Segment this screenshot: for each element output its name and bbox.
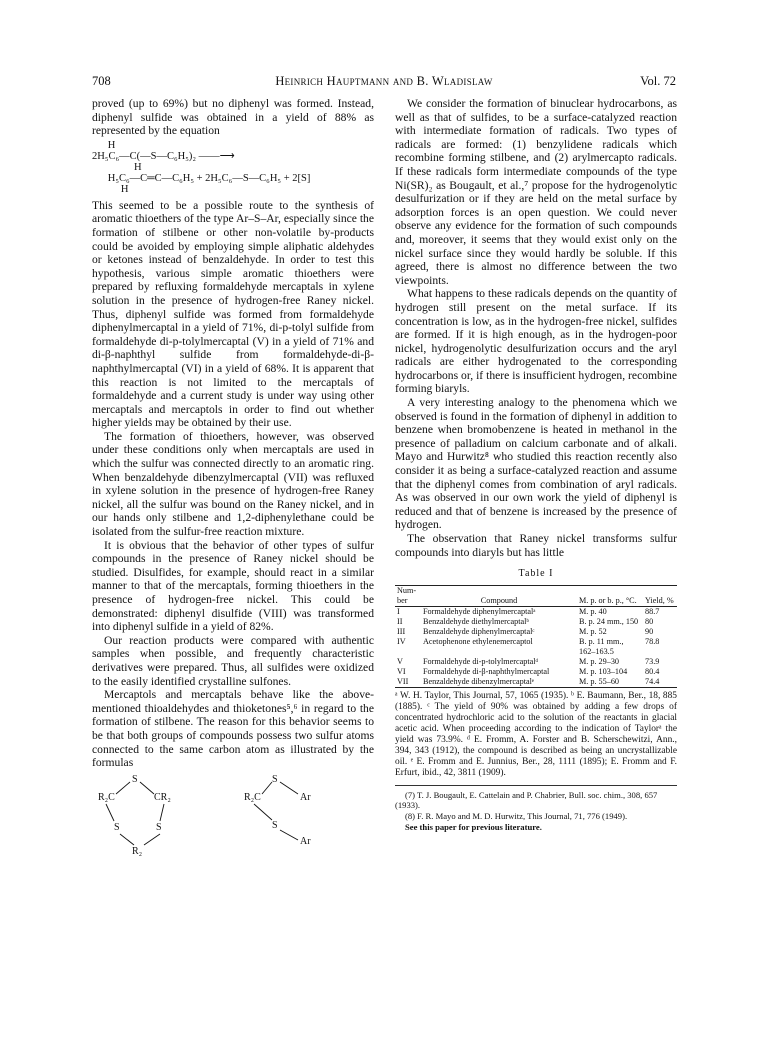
f1-s3: S bbox=[156, 821, 162, 833]
reaction-equation: H 2H₅C₆—C(—S—C₆H₅)₂ ——⟶ H H₅C₆—C═C—C₆H₅ + 2H₅C₆—S—C₆H₅ + 2[S] H bbox=[92, 139, 311, 195]
table-header: Num-ber bbox=[397, 585, 417, 605]
table-cell: VI bbox=[397, 666, 406, 676]
f2-s1: S bbox=[272, 773, 278, 785]
paragraph: We consider the formation of binuclear hydrocarbons, as well as that of sulfides, to be a surface-catalyzed reaction with intermediate formation of radicals. Two types of radicals are formed: (1) benzylidene radicals which recombine forming stilbene, and (2) arylmercapto radicals. If these radicals form intermediate compounds of the type Ni(SR)₂ as Bougault, et al.,⁷ propose for the hydrogenolytic desulfurization or if they are held on the metal surface by adsorption forces is an open question. We could never observe any evidence for the formation of such compounds and, moreover, it seems that they would exist only on the nickel surface since they would hardly be soluble. If this agreed, there is almost no difference between the two viewpoints. bbox=[395, 97, 677, 287]
f2-r2c: R₂C bbox=[244, 791, 261, 803]
table-header: Yield, % bbox=[645, 595, 674, 605]
table-cell: 80 bbox=[645, 616, 654, 626]
table-cell: II bbox=[397, 616, 403, 626]
table-cell: Benzaldehyde diethylmercaptalᵇ bbox=[423, 616, 529, 626]
f1-s2: S bbox=[114, 821, 120, 833]
table-cell: Benzaldehyde diphenylmercaptalᶜ bbox=[423, 626, 535, 636]
table-row bbox=[395, 637, 677, 657]
paragraph: It is obvious that the behavior of other types of sulfur compounds in the presence of Raney nickel should be studied. Disulfides, for example, should react in a similar manner to that of the mercaptals, forming thioethers in the presence of hydrogen-free nickel. This could be demonstrated: diphenyl disulfide (VIII) was transformed into diphenyl sulfide in a yield of 82%. bbox=[92, 538, 374, 634]
f1-r2: R₂ bbox=[132, 845, 143, 857]
table-cell: B. p. 11 mm., 162–163.5 bbox=[579, 636, 624, 656]
reference-7: (7) T. J. Bougault, E. Cattelain and P. Chabrier, Bull. soc. chim., 308, 657 (1933). bbox=[395, 789, 658, 811]
table-cell: Acetophenone ethylenemercaptol bbox=[423, 636, 533, 646]
table-row bbox=[395, 677, 677, 688]
f1-s1: S bbox=[132, 773, 138, 785]
bond-lines bbox=[106, 782, 298, 845]
table-cell: Benzaldehyde dibenzylmercaptalᵉ bbox=[423, 676, 534, 686]
table-cell: VII bbox=[397, 676, 409, 686]
table-cell: 73.9 bbox=[645, 656, 660, 666]
table-cell: B. p. 24 mm., 150 bbox=[579, 616, 639, 626]
table-cell: 80.4 bbox=[645, 666, 660, 676]
table-cell: Formaldehyde di-p-tolylmercaptalᵈ bbox=[423, 656, 539, 666]
reference-note: See this paper for previous literature. bbox=[405, 821, 542, 832]
table-cell: M. p. 103–104 bbox=[579, 666, 628, 676]
data-table bbox=[395, 585, 677, 688]
paragraph: The observation that Raney nickel transforms sulfur compounds into diaryls but has little bbox=[395, 532, 677, 559]
f1-cr2: CR₂ bbox=[154, 791, 171, 803]
left-column bbox=[92, 97, 374, 858]
table-row bbox=[395, 627, 677, 637]
paragraph: Mercaptols and mercaptals behave like the above-mentioned thioaldehydes and thioketones⁵,⁶ in regard to the formation of stilbene. The reason for this behavior seems to be that both groups of compounds possess two sulfur atoms connected to the same carbon atom as illustrated by the formulas bbox=[92, 688, 374, 770]
table-cell: M. p. 40 bbox=[579, 606, 607, 616]
paragraph: The formation of thioethers, however, was observed under these conditions only when mercaptals are used in which the sulfur was connected directly to an aromatic ring. When benzaldehyde dibenzylmercaptal (VII) was refluxed in xylene solution in the presence of hydrogen-free Raney nickel, all the sulfur was bound on the Raney nickel, and in our hands only stilbene and 1,2-diphenylethane could be isolated from the sulfur-free reaction mixture. bbox=[92, 429, 374, 539]
references bbox=[395, 785, 677, 832]
table-title: Table I bbox=[518, 568, 554, 580]
volume-label: Vol. 72 bbox=[640, 74, 676, 88]
formula-diagrams bbox=[92, 770, 374, 858]
table-row bbox=[395, 667, 677, 677]
f2-ar2: Ar bbox=[300, 835, 311, 847]
table-row bbox=[395, 617, 677, 627]
paragraph: proved (up to 69%) but no diphenyl was formed. Instead, diphenyl sulfide was obtained in a yield of 88% as represented by the equation bbox=[92, 97, 374, 138]
table-header: Compound bbox=[480, 595, 518, 605]
f2-ar1: Ar bbox=[300, 791, 311, 803]
table-header: M. p. or b. p., °C. bbox=[579, 595, 637, 605]
table-cell: 88.7 bbox=[645, 606, 660, 616]
paragraph: Our reaction products were compared with authentic samples when possible, and frequently characteristic derivatives were prepared. Thus, all sulfides were oxidized to the easily identified crystalline sulfones. bbox=[92, 633, 374, 688]
table-cell: I bbox=[397, 606, 400, 616]
paragraph: A very interesting analogy to the phenomena which we observed is found in the formation of diphenyl in addition to benzene when bromobenzene is heated in methanol in the presence of palladium on calcium carbonate and of alkali. Mayo and Hurwitz⁸ who studied this reaction recently also consider it as being a surface-catalyzed reaction and assume that the diphenyl comes from combination of aryl radicals. As was observed in our own work the yield of diphenyl is reduced and that of benzene is increased by the presence of hydrogen. bbox=[395, 396, 677, 532]
reference-8: (8) F. R. Mayo and M. D. Hurwitz, This Journal, 71, 776 (1949). bbox=[405, 810, 628, 821]
right-column bbox=[395, 97, 677, 832]
table-cell: 74.4 bbox=[645, 676, 660, 686]
running-title: Heinrich Hauptmann and B. Wladislaw bbox=[275, 74, 493, 88]
f1-r2c: R₂C bbox=[98, 791, 115, 803]
page-header bbox=[92, 74, 676, 90]
table-cell: III bbox=[397, 626, 406, 636]
table-cell: V bbox=[397, 656, 403, 666]
table-cell: IV bbox=[397, 636, 406, 646]
structural-formulas bbox=[92, 770, 374, 858]
paragraph: What happens to these radicals depends on the quantity of hydrogen still present on the metal surface. If its concentration is low, as in the hydrogen-free nickel, sulfides are formed. If it is high enough, as in the hydrogen-poor nickel, hydrogenolytic desulfurization occurs and the aryl radicals are either hydrogenated to the corresponding hydrocarbons or, if there is insufficient hydrogen, recombine forming biaryls. bbox=[395, 287, 677, 396]
page-number: 708 bbox=[92, 74, 111, 88]
table-cell: Formaldehyde diphenylmercaptalᵃ bbox=[423, 606, 536, 616]
table-cell: M. p. 29–30 bbox=[579, 656, 620, 666]
f2-s2: S bbox=[272, 819, 278, 831]
table-cell: 90 bbox=[645, 626, 654, 636]
table-cell: M. p. 52 bbox=[579, 626, 607, 636]
table-row bbox=[395, 657, 677, 667]
paragraph: This seemed to be a possible route to the synthesis of aromatic thioethers of the type Ar–S–Ar, especially since the formation of stilbene or other non-volatile by-products could be avoided by employing simple aliphatic aldehydes or ketones instead of benzaldehyde. In order to test this hypothesis, various simple aromatic thioethers were prepared by refluxing formaldehyde mercaptals in xylene solution in the presence of hydrogen-free Raney nickel. Thus, diphenyl sulfide was formed from formaldehyde diphenylmercaptal in a yield of 71%, di-p-tolyl sulfide from formaldehyde di-p-tolylmercaptal (V) in a yield of 71% and di-β-naphthyl sulfide from formaldehyde-di-β-naphthylmercaptal (VI) in a yield of 68%. It is apparent that this reaction is not limited to the mercaptals of formaldehyde and a current study is under way using other mercaptals and mercaptols in order to find out whether higher yields may be obtained by their use. bbox=[92, 198, 374, 430]
table-row bbox=[395, 606, 677, 617]
table-cell: 78.8 bbox=[645, 636, 660, 646]
table-cell: M. p. 55–60 bbox=[579, 676, 620, 686]
table-footnotes: ᵃ W. H. Taylor, This Journal, 57, 1065 (1935). ᵇ E. Baumann, Ber., 18, 885 (1885). ᶜ The yield of 90% was obtained by adding a few drops of concentrated hydrochloric acid to the solution of the reactants in glacial acetic acid. When proceeding according to the indication of Taylorᵃ the yield was 73.9%. ᵈ E. Fromm, A. Forster and B. Scherschewitzi, Ann., 394, 343 (1912), the compound is described as being an uncrystallizable oil. ᵉ E. Fromm and E. Junnius, Ber., 28, 1111 (1895); E. Fromm and F. Erfurt, ibid., 42, 3811 (1909). bbox=[395, 690, 677, 778]
table-cell: Formaldehyde di-β-naphthylmercaptal bbox=[423, 666, 550, 676]
